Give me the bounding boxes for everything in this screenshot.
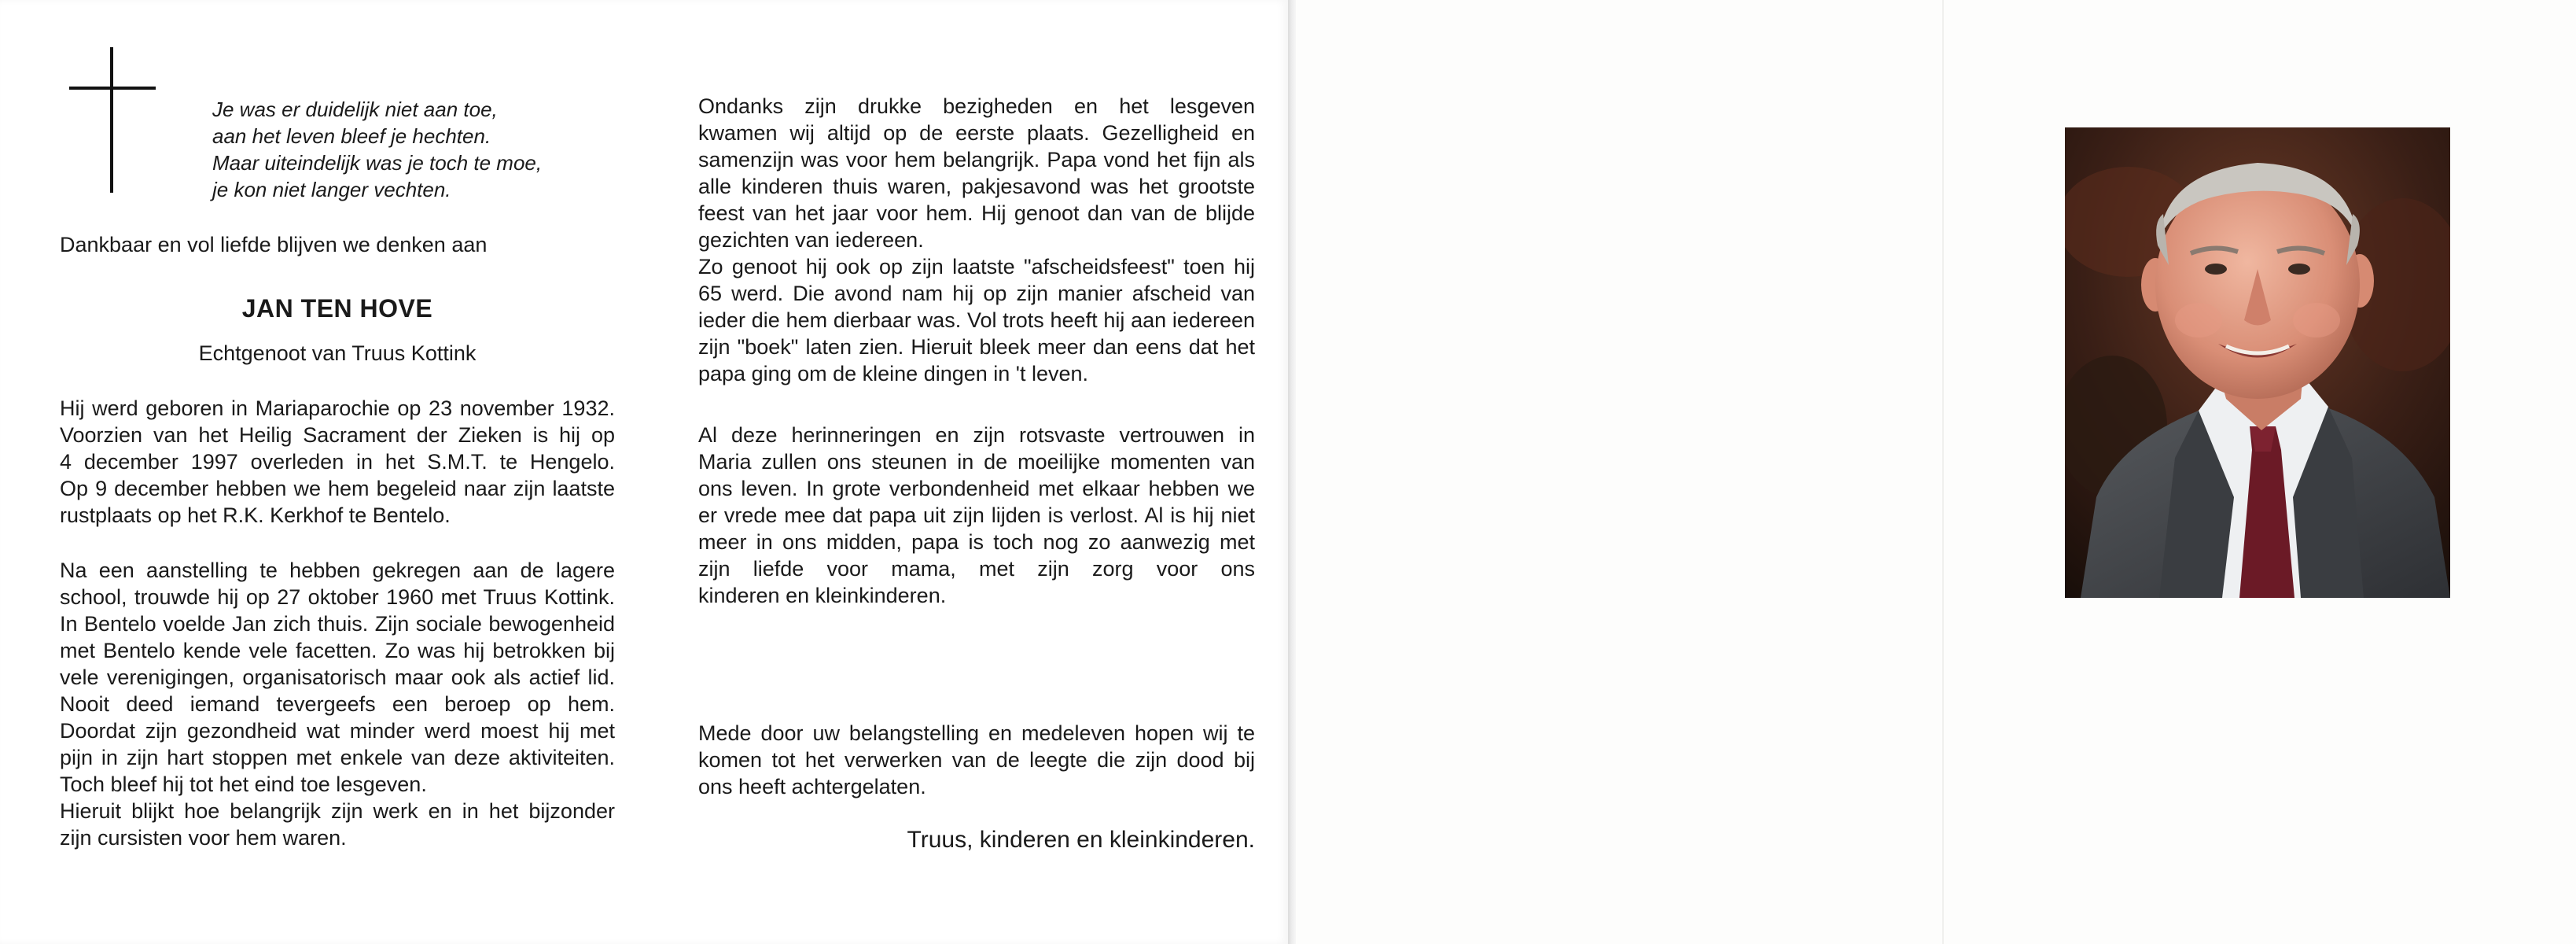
text-line: samenzijn was voor hem belangrijk. Papa vond het fijn als xyxy=(698,148,1255,171)
faith-paragraph xyxy=(698,422,1255,609)
poem-line: aan het leven bleef je hechten. xyxy=(212,124,491,148)
text-line: ons heeft achtergelaten. xyxy=(698,775,926,798)
text-line: met Bentelo kende vele facetten. Zo was hij betrokken bij xyxy=(60,639,615,662)
text-line: zijn liefde voor mama, met zijn zorg voor ons xyxy=(698,557,1255,581)
cross-icon xyxy=(110,47,113,193)
text-line: Voorzien van het Heilig Sacrament der Zieken is hij op xyxy=(60,423,615,447)
spouse-line: Echtgenoot van Truus Kottink xyxy=(198,341,477,365)
family-signature: Truus, kinderen en kleinkinderen. xyxy=(907,827,1255,853)
text-line: Nooit deed iemand tevergeefs een beroep op hem. xyxy=(60,692,615,716)
text-line: Maria zullen ons steunen in de moeilijke momenten van xyxy=(698,450,1255,474)
text-line: Hij werd geboren in Mariaparochie op 23 november 1932. xyxy=(60,396,615,420)
cross-icon-bar xyxy=(69,87,156,90)
text-line: Ondanks zijn drukke bezigheden en het lesgeven xyxy=(698,94,1255,118)
portrait-photo xyxy=(2065,127,2450,598)
thanks-paragraph xyxy=(698,720,1255,800)
text-line: rustplaats op het R.K. Kerkhof te Bentelo. xyxy=(60,503,451,527)
text-line: pijn in zijn hart stoppen met enkele van deze aktiviteiten. xyxy=(60,746,615,769)
deceased-name: JAN TEN HOVE xyxy=(241,294,433,323)
text-line: kinderen en kleinkinderen. xyxy=(698,584,947,607)
text-line: papa ging om de kleine dingen in 't leven. xyxy=(698,362,1089,385)
text-line: er vrede mee dat papa uit zijn lijden is verlost. Al is hij niet xyxy=(698,503,1255,527)
text-line: Doordat zijn gezondheid wat minder werd moest hij met xyxy=(60,719,615,743)
text-line: ons leven. In grote verbondenheid met elkaar hebben we xyxy=(698,477,1255,500)
text-line: Toch bleef hij tot het eind toe lesgeven. xyxy=(60,773,427,796)
text-line: 4 december 1997 overleden in het S.M.T. te Hengelo. xyxy=(60,450,615,474)
card-fold-shadow xyxy=(1288,0,1296,944)
biography-paragraph xyxy=(60,395,615,529)
text-line: In Bentelo voelde Jan zich thuis. Zijn sociale bewogenheid xyxy=(60,612,615,636)
card-fold-line xyxy=(1942,0,1944,944)
memories-paragraph xyxy=(698,93,1255,387)
biography-paragraph xyxy=(60,557,615,851)
text-line: Hieruit blijkt hoe belangrijk zijn werk en in het bijzonder xyxy=(60,799,615,823)
text-line: ieder die hem dierbaar was. Vol trots heeft hij aan iedereen xyxy=(698,308,1255,332)
text-line: meer in ons midden, papa is toch nog zo aanwezig met xyxy=(698,530,1255,554)
poem-line: Maar uiteindelijk was je toch te moe, xyxy=(212,151,543,175)
poem-line: Je was er duidelijk niet aan toe, xyxy=(212,98,498,121)
text-line: alle kinderen thuis waren, pakjesavond was het grootste xyxy=(698,175,1255,198)
intro-text: Dankbaar en vol liefde blijven we denken aan xyxy=(60,233,488,256)
portrait-image xyxy=(2065,127,2450,598)
text-line: komen tot het verwerken van de leegte die zijn dood bij xyxy=(698,748,1255,772)
text-line: school, trouwde hij op 27 oktober 1960 met Truus Kottink. xyxy=(60,585,615,609)
text-line: zijn cursisten voor hem waren. xyxy=(60,826,347,850)
text-line: Na een aanstelling te hebben gekregen aan de lagere xyxy=(60,559,615,582)
text-line: feest van het jaar voor hem. Hij genoot dan van de blijde xyxy=(698,201,1255,225)
text-line: zijn "boek" laten zien. Hieruit bleek meer dan eens dat het xyxy=(698,335,1255,359)
text-line: Al deze herinneringen en zijn rotsvaste vertrouwen in xyxy=(698,423,1255,447)
text-line: vele verenigingen, organisatorisch maar ook als actief lid. xyxy=(60,666,615,689)
text-line: 65 werd. Die avond nam hij op zijn manier afscheid van xyxy=(698,282,1255,305)
text-line: Op 9 december hebben we hem begeleid naar zijn laatste xyxy=(60,477,615,500)
text-line: Mede door uw belangstelling en medeleven hopen wij te xyxy=(698,721,1255,745)
text-line: gezichten van iedereen. xyxy=(698,228,924,252)
poem xyxy=(212,96,653,203)
text-line: kwamen wij altijd op de eerste plaats. Gezelligheid en xyxy=(698,121,1255,145)
poem-line: je kon niet langer vechten. xyxy=(212,178,451,201)
text-line: Zo genoot hij ook op zijn laatste "afscheidsfeest" toen hij xyxy=(698,255,1255,278)
